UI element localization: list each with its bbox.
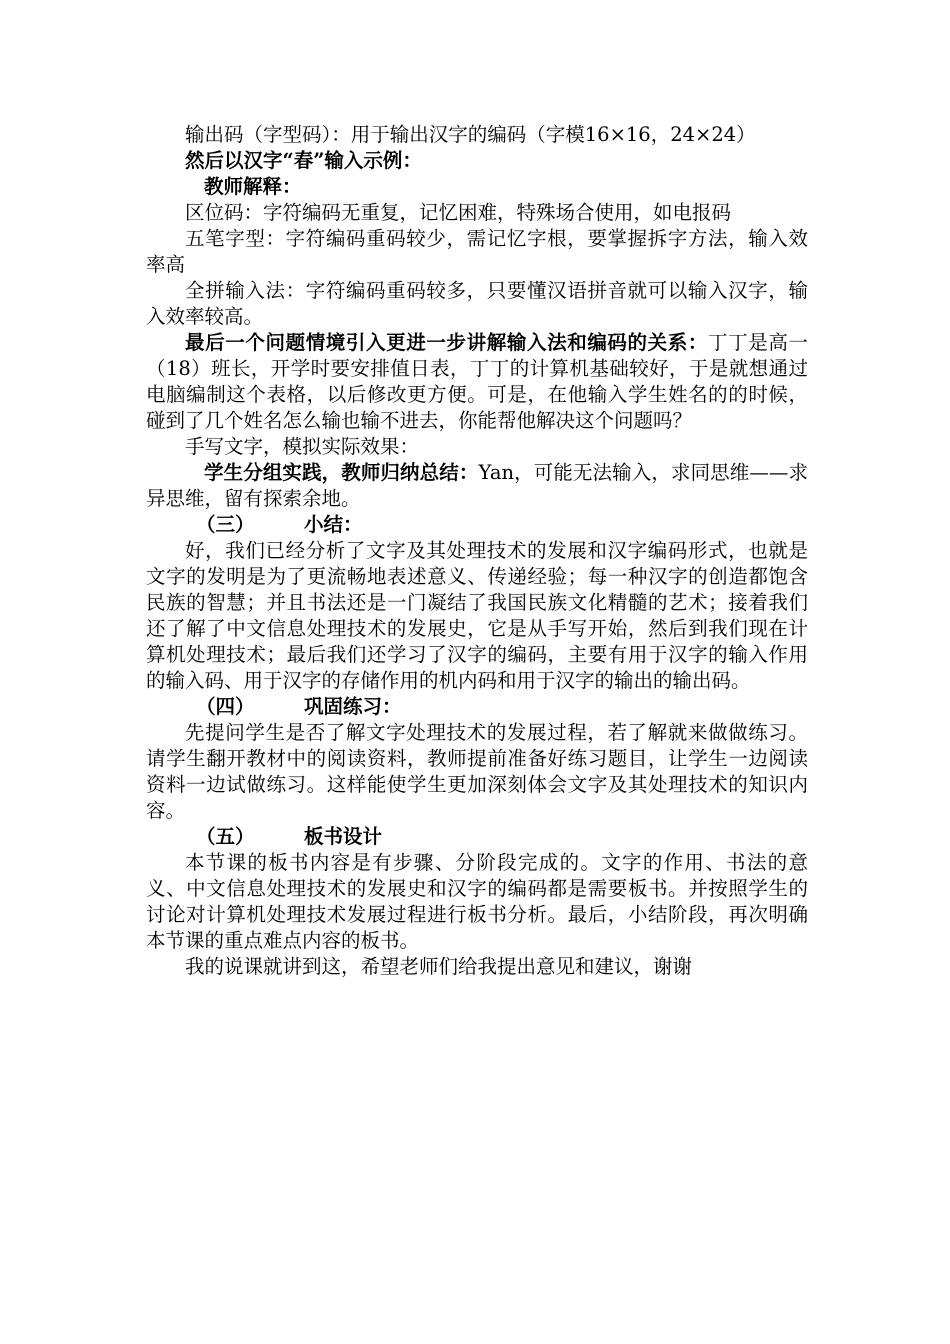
scenario-lead: 最后一个问题情境引入更进一步讲解输入法和编码的关系： (185, 331, 709, 354)
summary-paragraph: 好，我们已经分析了文字及其处理技术的发展和汉字编码形式，也就是文字的发明是为了更流畅地表述意义、传递经验；每一种汉字的创造都饱含民族的智慧；并且书法还是一门凝结了我国民族文化精髓的艺术；接着我们还了解了中文信息处理技术的发展史，它是从手写开始，然后到我们现在计算机处理技术；最后我们还学习了汉字的编码，主要有用于汉字的输入作用的输入码、用于汉字的存储作用的机内码和用于汉字的输出的输出码。 (146, 539, 808, 692)
scenario-text: 丁丁是高一（18）班长，开学时要安排值日表，丁丁的计算机基础较好，于是就想通过电脑编制这个表格，以后修改更方便。可是，在他输入学生姓名的的时候，碰到了几个姓名怎么输也输不进去，你能帮他解决这个问题吗？ (146, 331, 808, 432)
section-4-heading (146, 694, 808, 720)
handwrite-paragraph: 手写文字，模拟实际效果： (185, 435, 420, 458)
section-3-number: （三） (196, 513, 255, 536)
quwei-code-paragraph: 区位码：字符编码无重复，记忆困难，特殊场合使用，如电报码 (185, 201, 732, 224)
section-4-number: （四） (196, 695, 255, 718)
closing-paragraph: 我的说课就讲到这，希望老师们给我提出意见和建议，谢谢 (185, 955, 693, 978)
board-design-paragraph: 本节课的板书内容是有步骤、分阶段完成的。文字的作用、书法的意义、中文信息处理技术的发展史和汉字的编码都是需要板书。并按照学生的讨论对计算机处理技术发展过程进行板书分析。最后，小结阶段，再次明确本节课的重点难点内容的板书。 (146, 851, 808, 952)
section-5-title: 板书设计 (304, 825, 383, 848)
section-3-title: 小结： (304, 513, 363, 536)
output-code-line: 输出码（字型码）：用于输出汉字的编码（字模16×16，24×24） (185, 123, 756, 146)
group-practice-text: Yan，可能无法输入，求同思维——求异思维，留有探索余地。 (146, 461, 808, 510)
quanpin-paragraph: 全拼输入法：字符编码重码较多，只要懂汉语拼音就可以输入汉字，输入效率较高。 (146, 279, 808, 328)
wubi-paragraph: 五笔字型：字符编码重码较少，需记忆字根，要掌握拆字方法，输入效率高 (146, 227, 808, 276)
section-5-number: （五） (196, 825, 255, 848)
teacher-explain-heading: 教师解释： (204, 175, 302, 198)
practice-paragraph: 先提问学生是否了解文字处理技术的发展过程，若了解就来做做练习。请学生翻开教材中的阅读资料，教师提前准备好练习题目，让学生一边阅读资料一边试做练习。这样能使学生更加深刻体会文字及其处理技术的知识内容。 (146, 721, 808, 822)
scenario-paragraph (146, 330, 808, 434)
document-page (146, 122, 808, 980)
section-3-heading (146, 512, 808, 538)
section-4-title: 巩固练习： (304, 695, 402, 718)
example-heading: 然后以汉字“春”输入示例： (185, 149, 422, 172)
group-practice-paragraph (146, 460, 808, 512)
group-practice-lead: 学生分组实践，教师归纳总结： (204, 461, 479, 484)
section-5-heading (146, 824, 808, 850)
